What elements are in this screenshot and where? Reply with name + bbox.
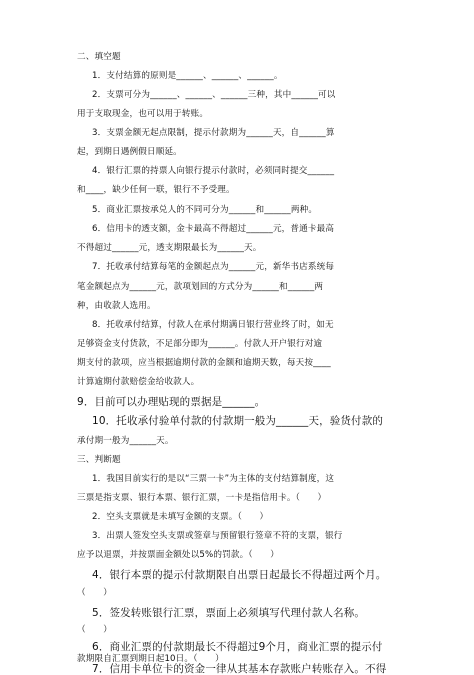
- judge-question-line: 5．签发转账银行汇票，票面上必须填写代理付款人名称。: [92, 607, 366, 619]
- fill-question-line: 不得超过______元，透支期限最长为______天。: [77, 243, 262, 253]
- fill-question-line: 足够资金支付货款，不足部分即为______。付款人开户银行对逾: [77, 339, 323, 349]
- fill-question-line: 用于支取现金，也可以用于转账。: [77, 109, 209, 119]
- fill-question-line: 期支付的款项，应当根据逾期付款的金额和逾期天数，每天按____: [77, 358, 331, 368]
- judge-question-line: 应予以退票，并按票面金额处以5%的罚款。（ ）: [77, 550, 279, 560]
- section-title-true-false: 三、判断题: [77, 455, 121, 465]
- judge-question-line: 6．商业汇票的付款期最长不得超过9个月，商业汇票的提示付: [92, 641, 383, 653]
- fill-question-line: 承付期一般为______天。: [77, 436, 174, 446]
- judge-question-line: 7．信用卡单位卡的资金一律从其基本存款账户转账存入。不得: [92, 663, 387, 675]
- judge-question-line: 款期限自汇票到期日起10日。（ ）: [77, 654, 224, 664]
- fill-question-line: 起，到期日遇例假日顺延。: [77, 147, 182, 157]
- judge-question-line: 2．空头支票就是未填写金额的支票。（ ）: [92, 512, 269, 522]
- fill-question-line: 7．托收承付结算每笔的金额起点为______元，新华书店系统每: [92, 262, 335, 272]
- judge-question-line: 4．银行本票的提示付款期限自出票日起最长不得超过两个月。: [92, 569, 387, 581]
- fill-question-line: 4．银行汇票的持票人向银行提示付款时，必须同时提交______: [92, 166, 335, 176]
- fill-question-line: 2．支票可分为______、______、______三种，其中______可以: [92, 90, 336, 100]
- fill-question-line: 1．支付结算的原则是______、______、______。: [92, 71, 283, 81]
- fill-question-line: 和____，缺少任何一联，银行不予受理。: [77, 185, 235, 195]
- judge-answer-bracket: （ ）: [77, 588, 112, 598]
- fill-question-line: 6．信用卡的透支额，金卡最高不得超过______元，普通卡最高: [92, 224, 335, 234]
- judge-question-line: 3．出票人签发空头支票或签章与预留银行签章不符的支票，银行: [92, 531, 343, 541]
- fill-question-line: 计算逾期付款赔偿金给收款人。: [77, 377, 200, 387]
- judge-question-line: 1．我国目前实行的是以“三票一卡”为主体的支付结算制度，这: [92, 474, 335, 484]
- fill-question-line: 笔金额起点为______元，款项划回的方式分为______和______两: [77, 282, 324, 292]
- fill-question-line: 3．支票金额无起点限制，提示付款期为______天，自______算: [92, 128, 335, 138]
- fill-question-line: 5．商业汇票按承兑人的不同可分为______和______两种。: [92, 205, 318, 215]
- fill-question-line: 9．目前可以办理贴现的票据是______。: [77, 396, 266, 408]
- judge-answer-bracket: （ ）: [77, 625, 112, 635]
- fill-question-line: 8．托收承付结算，付款人在承付期满日银行营业终了时，如无: [92, 320, 334, 330]
- section-title-fill-in: 二、填空题: [77, 52, 121, 62]
- fill-question-line: 10．托收承付验单付款的付款期一般为______天，验货付款的: [92, 415, 384, 427]
- judge-question-line: 三票是指支票、银行本票、银行汇票，一卡是指信用卡。（ ）: [77, 493, 327, 503]
- fill-question-line: 种，由收款人选用。: [77, 301, 156, 311]
